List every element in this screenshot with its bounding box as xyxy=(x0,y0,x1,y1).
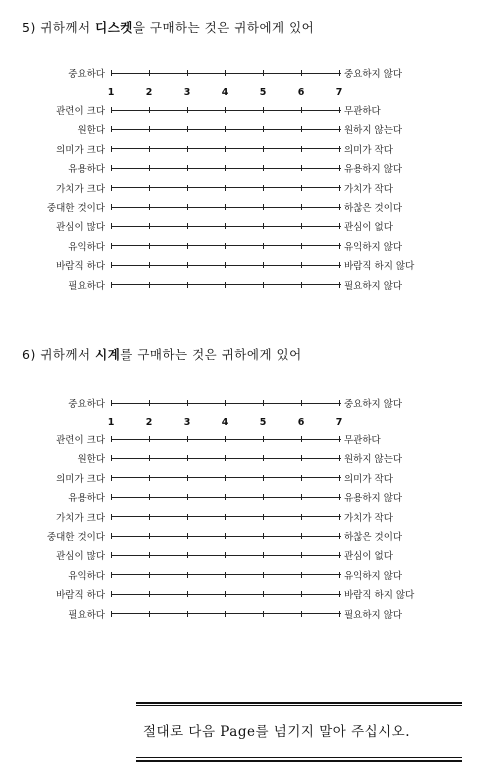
scale-point-1[interactable] xyxy=(111,146,112,152)
scale-left-label: 관심이 많다 xyxy=(56,222,105,234)
scale-point-4[interactable] xyxy=(225,400,226,406)
scale-left-label: 가치가 크다 xyxy=(56,512,105,524)
scale-point-1[interactable] xyxy=(111,223,112,229)
scale-left-label: 관련이 크다 xyxy=(56,106,105,117)
rating-scale[interactable] xyxy=(111,514,341,520)
question-5-title xyxy=(22,18,314,36)
scale-numbers xyxy=(107,417,343,429)
scale-point-3[interactable] xyxy=(187,552,188,558)
scale-point-4[interactable] xyxy=(225,204,226,210)
scale-point-5[interactable] xyxy=(263,243,264,249)
question-product: 디스켓 xyxy=(95,20,133,35)
rating-scale[interactable] xyxy=(111,262,341,268)
scale-point-7[interactable] xyxy=(339,262,340,268)
scale-point-5[interactable] xyxy=(263,455,264,461)
rating-scale[interactable] xyxy=(111,282,341,288)
scale-numbers xyxy=(107,87,343,99)
rating-scale[interactable] xyxy=(111,494,341,500)
scale-point-2[interactable] xyxy=(149,436,150,442)
scale-point-5[interactable] xyxy=(263,107,264,113)
scale-number: 4 xyxy=(221,87,229,98)
scale-point-4[interactable] xyxy=(225,572,226,578)
scale-point-4[interactable] xyxy=(225,455,226,461)
scale-point-5[interactable] xyxy=(263,591,264,597)
scale-point-2[interactable] xyxy=(149,185,150,191)
scale-point-3[interactable] xyxy=(187,243,188,249)
scale-point-6[interactable] xyxy=(301,107,302,113)
scale-point-6[interactable] xyxy=(301,475,302,481)
scale-left-label: 관련이 크다 xyxy=(56,435,105,446)
scale-point-7[interactable] xyxy=(339,70,340,76)
footer-instruction: 절대로 다음 Page를 넘기지 말아 주십시오. xyxy=(143,724,411,740)
scale-point-1[interactable] xyxy=(111,494,112,500)
scale-point-6[interactable] xyxy=(301,494,302,500)
scale-point-5[interactable] xyxy=(263,436,264,442)
scale-left-label: 의미가 크다 xyxy=(56,473,105,485)
scale-point-2[interactable] xyxy=(149,400,150,406)
scale-number: 7 xyxy=(335,87,343,98)
scale-point-4[interactable] xyxy=(225,262,226,268)
scale-point-2[interactable] xyxy=(149,533,150,539)
scale-point-2[interactable] xyxy=(149,126,150,132)
scale-point-5[interactable] xyxy=(263,611,264,617)
scale-point-6[interactable] xyxy=(301,70,302,76)
scale-point-6[interactable] xyxy=(301,552,302,558)
scale-point-4[interactable] xyxy=(225,475,226,481)
scale-point-1[interactable] xyxy=(111,262,112,268)
scale-point-4[interactable] xyxy=(225,282,226,288)
scale-point-7[interactable] xyxy=(339,552,340,558)
scale-point-3[interactable] xyxy=(187,436,188,442)
scale-point-7[interactable] xyxy=(339,126,340,132)
scale-right-label: 중요하지 않다 xyxy=(344,399,403,410)
scale-point-6[interactable] xyxy=(301,591,302,597)
scale-right-label: 하찮은 것이다 xyxy=(344,532,403,543)
scale-point-1[interactable] xyxy=(111,126,112,132)
scale-point-5[interactable] xyxy=(263,552,264,558)
rating-scale[interactable] xyxy=(111,455,341,461)
scale-point-6[interactable] xyxy=(301,223,302,229)
scale-point-7[interactable] xyxy=(339,611,340,617)
scale-point-5[interactable] xyxy=(263,572,264,578)
scale-point-4[interactable] xyxy=(225,223,226,229)
scale-number: 3 xyxy=(183,417,191,428)
rating-scale[interactable] xyxy=(111,223,341,229)
rating-scale[interactable] xyxy=(111,436,341,442)
scale-number: 2 xyxy=(145,417,153,428)
scale-right-label: 무관하다 xyxy=(344,106,381,117)
scale-left-label: 필요하다 xyxy=(68,280,105,292)
scale-point-3[interactable] xyxy=(187,572,188,578)
scale-left-label: 중요하다 xyxy=(68,69,105,80)
scale-point-2[interactable] xyxy=(149,514,150,520)
scale-point-6[interactable] xyxy=(301,436,302,442)
scale-point-7[interactable] xyxy=(339,533,340,539)
scale-point-1[interactable] xyxy=(111,552,112,558)
scale-left-label: 유익하다 xyxy=(68,570,105,582)
scale-point-7[interactable] xyxy=(339,204,340,210)
rating-scale[interactable] xyxy=(111,572,341,578)
rating-scale[interactable] xyxy=(111,165,341,171)
scale-point-7[interactable] xyxy=(339,455,340,461)
scale-right-label: 유익하지 않다 xyxy=(344,241,403,253)
scale-point-6[interactable] xyxy=(301,146,302,152)
scale-left-label: 필요하다 xyxy=(68,609,105,621)
scale-point-4[interactable] xyxy=(225,611,226,617)
scale-point-7[interactable] xyxy=(339,475,340,481)
scale-point-1[interactable] xyxy=(111,572,112,578)
scale-point-7[interactable] xyxy=(339,436,340,442)
scale-point-3[interactable] xyxy=(187,514,188,520)
scale-point-4[interactable] xyxy=(225,533,226,539)
scale-right-label: 의미가 작다 xyxy=(344,144,393,156)
scale-left-label: 유용하다 xyxy=(68,493,105,505)
scale-point-3[interactable] xyxy=(187,611,188,617)
scale-point-2[interactable] xyxy=(149,204,150,210)
scale-number: 4 xyxy=(221,417,229,428)
scale-point-3[interactable] xyxy=(187,455,188,461)
scale-point-2[interactable] xyxy=(149,455,150,461)
scale-point-6[interactable] xyxy=(301,126,302,132)
scale-point-6[interactable] xyxy=(301,611,302,617)
scale-point-5[interactable] xyxy=(263,204,264,210)
scale-point-1[interactable] xyxy=(111,204,112,210)
scale-right-label: 의미가 작다 xyxy=(344,473,393,485)
scale-point-1[interactable] xyxy=(111,70,112,76)
scale-point-5[interactable] xyxy=(263,70,264,76)
scale-left-label: 중대한 것이다 xyxy=(46,203,105,214)
scale-point-6[interactable] xyxy=(301,455,302,461)
footer-top-rule-thin xyxy=(136,705,462,706)
scale-number: 2 xyxy=(145,87,153,98)
scale-point-5[interactable] xyxy=(263,223,264,229)
scale-point-3[interactable] xyxy=(187,126,188,132)
scale-point-2[interactable] xyxy=(149,146,150,152)
scale-point-1[interactable] xyxy=(111,243,112,249)
scale-point-6[interactable] xyxy=(301,262,302,268)
scale-right-label: 가치가 작다 xyxy=(344,512,393,524)
scale-point-3[interactable] xyxy=(187,204,188,210)
scale-point-4[interactable] xyxy=(225,514,226,520)
scale-point-6[interactable] xyxy=(301,243,302,249)
scale-point-2[interactable] xyxy=(149,282,150,288)
scale-point-1[interactable] xyxy=(111,436,112,442)
scale-point-1[interactable] xyxy=(111,455,112,461)
scale-point-5[interactable] xyxy=(263,165,264,171)
scale-number: 5 xyxy=(259,417,267,428)
scale-number: 5 xyxy=(259,87,267,98)
scale-right-label: 필요하지 않다 xyxy=(344,609,403,621)
scale-left-label: 중대한 것이다 xyxy=(46,532,105,543)
scale-right-label: 바람직 하지 않다 xyxy=(344,261,415,273)
scale-point-7[interactable] xyxy=(339,223,340,229)
scale-point-1[interactable] xyxy=(111,107,112,113)
scale-point-2[interactable] xyxy=(149,494,150,500)
rating-scale[interactable] xyxy=(111,107,341,113)
scale-point-6[interactable] xyxy=(301,185,302,191)
scale-point-1[interactable] xyxy=(111,611,112,617)
scale-point-4[interactable] xyxy=(225,243,226,249)
scale-point-6[interactable] xyxy=(301,165,302,171)
footer-bottom-rule xyxy=(136,760,462,762)
scale-number: 7 xyxy=(335,417,343,428)
scale-number: 3 xyxy=(183,87,191,98)
scale-point-3[interactable] xyxy=(187,262,188,268)
scale-point-4[interactable] xyxy=(225,591,226,597)
scale-point-4[interactable] xyxy=(225,107,226,113)
scale-point-5[interactable] xyxy=(263,475,264,481)
scale-left-label: 중요하다 xyxy=(68,399,105,410)
question-suffix: 를 구매하는 것은 귀하에게 있어 xyxy=(120,347,302,362)
question-prefix: 귀하께서 xyxy=(40,347,91,362)
scale-right-label: 원하지 않는다 xyxy=(344,454,403,466)
scale-point-4[interactable] xyxy=(225,126,226,132)
scale-point-1[interactable] xyxy=(111,400,112,406)
scale-right-label: 필요하지 않다 xyxy=(344,280,403,292)
rating-scale[interactable] xyxy=(111,70,341,76)
scale-point-4[interactable] xyxy=(225,165,226,171)
rating-scale[interactable] xyxy=(111,591,341,597)
question-6-title xyxy=(22,345,302,363)
scale-point-6[interactable] xyxy=(301,400,302,406)
scale-number: 6 xyxy=(297,87,305,98)
scale-point-4[interactable] xyxy=(225,70,226,76)
scale-point-4[interactable] xyxy=(225,185,226,191)
scale-right-label: 유익하지 않다 xyxy=(344,570,403,582)
scale-left-label: 원한다 xyxy=(77,454,105,466)
footer-bottom-rule-thin xyxy=(136,757,462,758)
scale-left-label: 유익하다 xyxy=(68,241,105,253)
scale-point-1[interactable] xyxy=(111,282,112,288)
rating-scale[interactable] xyxy=(111,243,341,249)
footer-top-rule xyxy=(136,702,462,704)
scale-point-5[interactable] xyxy=(263,146,264,152)
scale-right-label: 관심이 없다 xyxy=(344,222,393,234)
scale-right-label: 무관하다 xyxy=(344,435,381,446)
scale-right-label: 하찮은 것이다 xyxy=(344,203,403,214)
scale-point-2[interactable] xyxy=(149,591,150,597)
scale-point-3[interactable] xyxy=(187,70,188,76)
scale-point-3[interactable] xyxy=(187,533,188,539)
scale-point-5[interactable] xyxy=(263,494,264,500)
scale-point-3[interactable] xyxy=(187,223,188,229)
scale-point-2[interactable] xyxy=(149,552,150,558)
scale-point-7[interactable] xyxy=(339,572,340,578)
scale-point-4[interactable] xyxy=(225,146,226,152)
scale-right-label: 원하지 않는다 xyxy=(344,125,403,137)
rating-scale[interactable] xyxy=(111,533,341,539)
rating-scale[interactable] xyxy=(111,475,341,481)
question-suffix: 을 구매하는 것은 귀하에게 있어 xyxy=(132,20,315,35)
rating-scale[interactable] xyxy=(111,400,341,406)
question-number: 6) xyxy=(22,347,36,362)
scale-point-5[interactable] xyxy=(263,262,264,268)
scale-point-3[interactable] xyxy=(187,475,188,481)
scale-right-label: 가치가 작다 xyxy=(344,183,393,195)
scale-point-5[interactable] xyxy=(263,514,264,520)
scale-number: 6 xyxy=(297,417,305,428)
rating-scale[interactable] xyxy=(111,611,341,617)
scale-point-7[interactable] xyxy=(339,185,340,191)
scale-point-2[interactable] xyxy=(149,107,150,113)
scale-point-1[interactable] xyxy=(111,165,112,171)
scale-point-5[interactable] xyxy=(263,282,264,288)
scale-point-2[interactable] xyxy=(149,262,150,268)
scale-point-4[interactable] xyxy=(225,436,226,442)
scale-point-7[interactable] xyxy=(339,146,340,152)
rating-scale[interactable] xyxy=(111,126,341,132)
scale-point-7[interactable] xyxy=(339,165,340,171)
scale-point-5[interactable] xyxy=(263,185,264,191)
scale-point-2[interactable] xyxy=(149,475,150,481)
scale-point-6[interactable] xyxy=(301,282,302,288)
scale-point-2[interactable] xyxy=(149,243,150,249)
scale-point-4[interactable] xyxy=(225,494,226,500)
rating-scale[interactable] xyxy=(111,204,341,210)
scale-point-2[interactable] xyxy=(149,165,150,171)
scale-point-7[interactable] xyxy=(339,107,340,113)
scale-right-label: 유용하지 않다 xyxy=(344,493,403,505)
scale-left-label: 바람직 하다 xyxy=(56,590,105,602)
scale-point-1[interactable] xyxy=(111,514,112,520)
scale-left-label: 바람직 하다 xyxy=(56,261,105,273)
scale-point-5[interactable] xyxy=(263,533,264,539)
scale-point-3[interactable] xyxy=(187,282,188,288)
rating-scale[interactable] xyxy=(111,185,341,191)
rating-scale[interactable] xyxy=(111,552,341,558)
scale-point-5[interactable] xyxy=(263,400,264,406)
scale-left-label: 유용하다 xyxy=(68,164,105,176)
scale-point-1[interactable] xyxy=(111,475,112,481)
scale-right-label: 유용하지 않다 xyxy=(344,164,403,176)
scale-point-1[interactable] xyxy=(111,591,112,597)
scale-left-label: 관심이 많다 xyxy=(56,551,105,563)
scale-point-6[interactable] xyxy=(301,572,302,578)
scale-point-2[interactable] xyxy=(149,611,150,617)
scale-right-label: 중요하지 않다 xyxy=(344,69,403,80)
scale-left-label: 가치가 크다 xyxy=(56,183,105,195)
scale-point-7[interactable] xyxy=(339,494,340,500)
scale-point-6[interactable] xyxy=(301,533,302,539)
scale-point-2[interactable] xyxy=(149,572,150,578)
scale-point-1[interactable] xyxy=(111,533,112,539)
question-prefix: 귀하께서 xyxy=(40,20,91,35)
scale-point-7[interactable] xyxy=(339,514,340,520)
scale-right-label: 관심이 없다 xyxy=(344,551,393,563)
scale-point-7[interactable] xyxy=(339,400,340,406)
scale-point-7[interactable] xyxy=(339,591,340,597)
scale-point-3[interactable] xyxy=(187,107,188,113)
scale-left-label: 의미가 크다 xyxy=(56,144,105,156)
scale-point-1[interactable] xyxy=(111,185,112,191)
scale-number: 1 xyxy=(107,417,115,428)
scale-point-3[interactable] xyxy=(187,146,188,152)
scale-right-label: 바람직 하지 않다 xyxy=(344,590,415,602)
scale-point-3[interactable] xyxy=(187,165,188,171)
scale-point-7[interactable] xyxy=(339,243,340,249)
scale-point-3[interactable] xyxy=(187,494,188,500)
scale-point-2[interactable] xyxy=(149,70,150,76)
scale-point-4[interactable] xyxy=(225,552,226,558)
scale-point-6[interactable] xyxy=(301,514,302,520)
scale-point-3[interactable] xyxy=(187,400,188,406)
scale-point-5[interactable] xyxy=(263,126,264,132)
rating-scale[interactable] xyxy=(111,146,341,152)
scale-point-3[interactable] xyxy=(187,185,188,191)
scale-point-7[interactable] xyxy=(339,282,340,288)
scale-number: 1 xyxy=(107,87,115,98)
question-number: 5) xyxy=(22,20,36,35)
scale-point-3[interactable] xyxy=(187,591,188,597)
scale-point-2[interactable] xyxy=(149,223,150,229)
scale-left-label: 원한다 xyxy=(77,125,105,137)
scale-point-6[interactable] xyxy=(301,204,302,210)
question-product: 시계 xyxy=(95,347,121,362)
